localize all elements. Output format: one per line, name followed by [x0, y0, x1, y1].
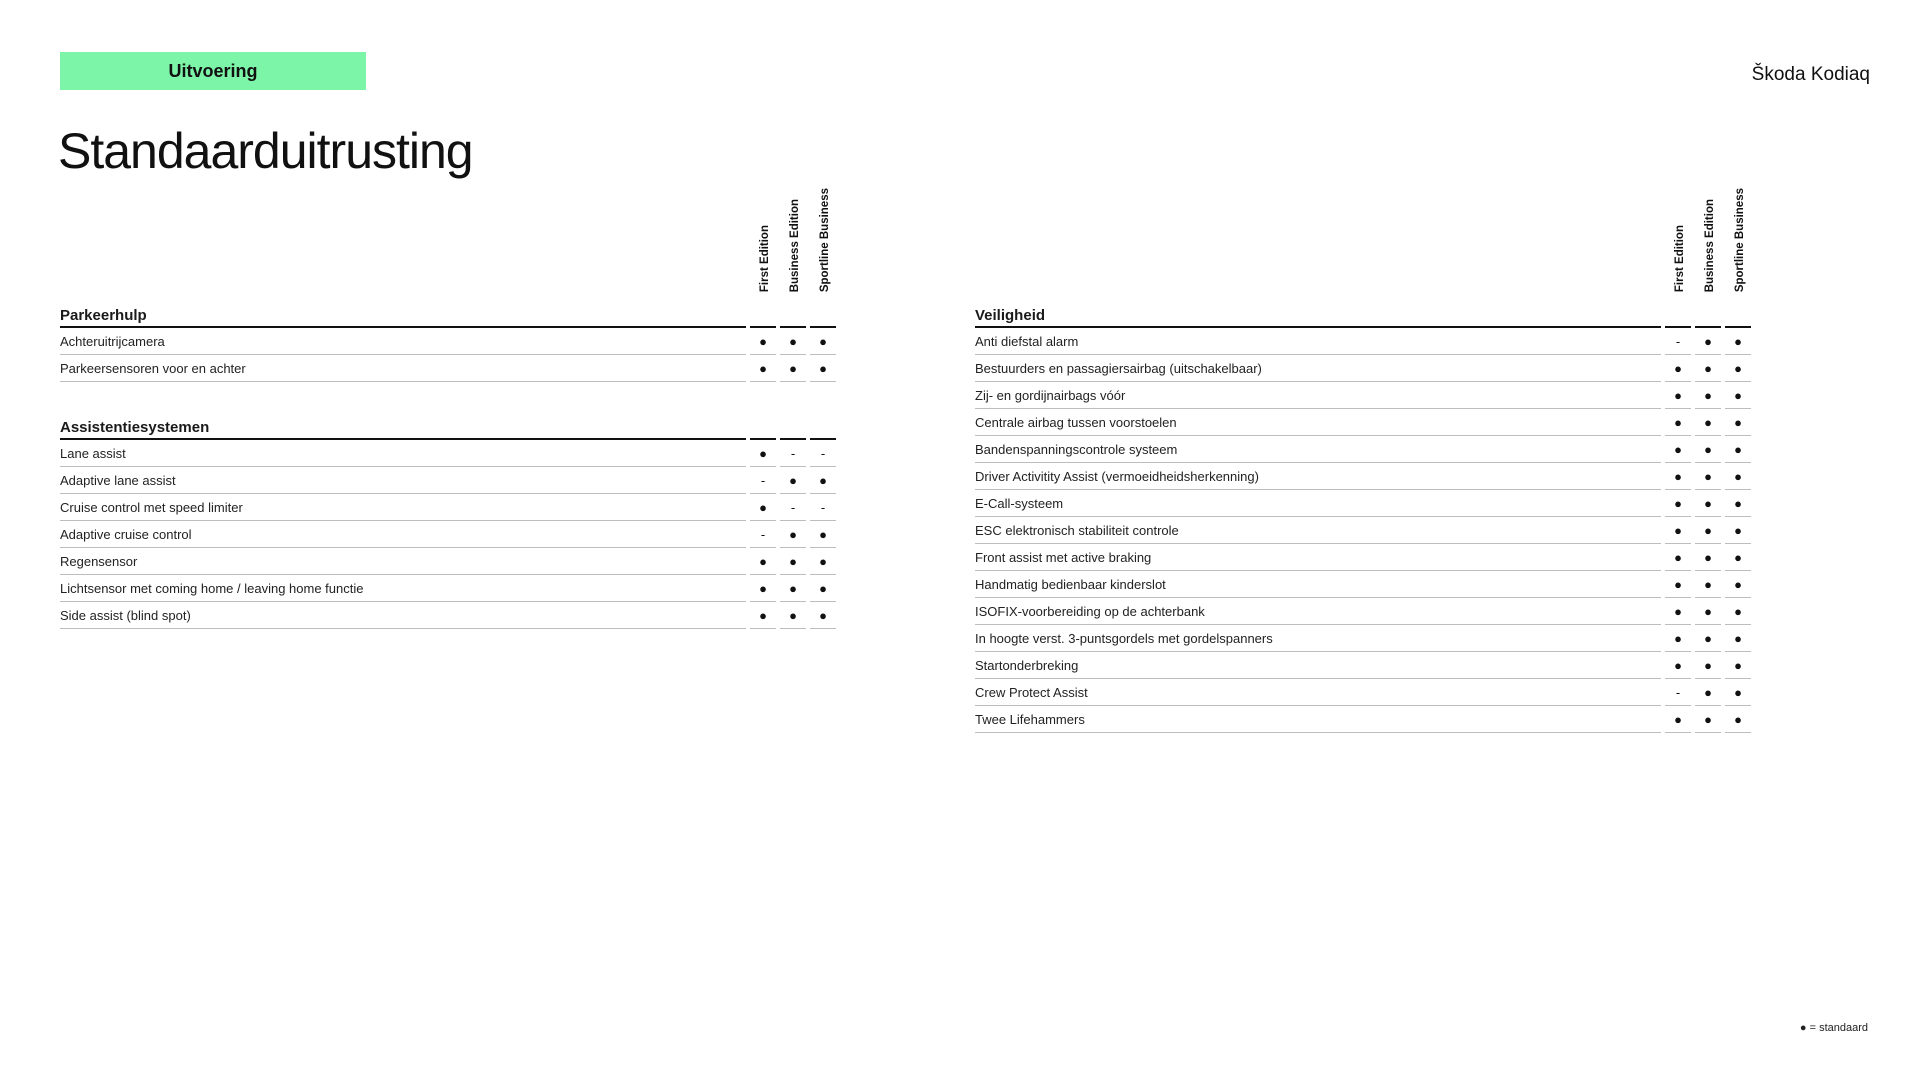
- availability-cell: ●: [1665, 598, 1691, 625]
- availability-cell: ●: [750, 575, 776, 602]
- column-header-label: Business Edition: [789, 198, 801, 292]
- availability-cell: ●: [780, 575, 806, 602]
- legend: ● = standaard: [1799, 1022, 1868, 1034]
- table-row: [975, 544, 1757, 571]
- availability-cell: -: [780, 440, 806, 467]
- table-row: [975, 490, 1757, 517]
- availability-cell: ●: [1725, 571, 1751, 598]
- table-row: [975, 679, 1757, 706]
- availability-cell: -: [750, 521, 776, 548]
- availability-cell: ●: [750, 355, 776, 382]
- feature-label: ISOFIX-voorbereiding op de achterbank: [975, 598, 1661, 625]
- availability-cell: -: [810, 440, 836, 467]
- availability-cell: ●: [1725, 517, 1751, 544]
- table-row: [975, 409, 1757, 436]
- feature-label: Anti diefstal alarm: [975, 328, 1661, 355]
- feature-label: Side assist (blind spot): [60, 602, 746, 629]
- availability-cell: ●: [750, 494, 776, 521]
- availability-cell: ●: [750, 328, 776, 355]
- availability-cell: ●: [1725, 436, 1751, 463]
- availability-cell: ●: [1695, 409, 1721, 436]
- equipment-group: [975, 300, 1757, 733]
- feature-label: Front assist met active braking: [975, 544, 1661, 571]
- feature-label: ESC elektronisch stabiliteit controle: [975, 517, 1661, 544]
- table-row: [975, 598, 1757, 625]
- group-header-rule: [750, 300, 776, 328]
- feature-label: Driver Activitity Assist (vermoeidheidsherkenning): [975, 463, 1661, 490]
- availability-cell: ●: [780, 602, 806, 629]
- availability-cell: ●: [1725, 490, 1751, 517]
- column-header: [750, 182, 780, 292]
- availability-cell: ●: [750, 602, 776, 629]
- group-header-rule: [1725, 300, 1751, 328]
- availability-cell: ●: [1725, 598, 1751, 625]
- availability-cell: ●: [1665, 355, 1691, 382]
- feature-label: Parkeersensoren voor en achter: [60, 355, 746, 382]
- availability-cell: ●: [780, 548, 806, 575]
- table-row: [60, 328, 842, 355]
- column-header: [810, 182, 840, 292]
- availability-cell: ●: [1725, 409, 1751, 436]
- availability-cell: ●: [1695, 355, 1721, 382]
- availability-cell: ●: [810, 328, 836, 355]
- column-header: [1695, 182, 1725, 292]
- equipment-group: [60, 300, 842, 382]
- feature-label: Bandenspanningscontrole systeem: [975, 436, 1661, 463]
- table-row: [975, 463, 1757, 490]
- availability-cell: ●: [1665, 544, 1691, 571]
- table-row: [975, 355, 1757, 382]
- availability-cell: ●: [1665, 436, 1691, 463]
- availability-cell: ●: [1665, 463, 1691, 490]
- group-title: Assistentiesystemen: [60, 412, 746, 440]
- availability-cell: ●: [1695, 652, 1721, 679]
- table-row: [975, 382, 1757, 409]
- availability-cell: ●: [1665, 625, 1691, 652]
- availability-cell: ●: [780, 355, 806, 382]
- feature-label: Crew Protect Assist: [975, 679, 1661, 706]
- availability-cell: ●: [1725, 652, 1751, 679]
- availability-cell: ●: [810, 355, 836, 382]
- section-tag: Uitvoering: [60, 52, 366, 90]
- availability-cell: ●: [1725, 382, 1751, 409]
- availability-cell: ●: [780, 467, 806, 494]
- feature-label: Handmatig bedienbaar kinderslot: [975, 571, 1661, 598]
- table-row: [60, 521, 842, 548]
- column-headers: [975, 187, 1757, 300]
- availability-cell: ●: [1665, 409, 1691, 436]
- availability-cell: ●: [780, 521, 806, 548]
- group-title: Veiligheid: [975, 300, 1661, 328]
- feature-label: Twee Lifehammers: [975, 706, 1661, 733]
- brand-name: Škoda Kodiaq: [1751, 64, 1870, 85]
- table-row: [975, 652, 1757, 679]
- group-title: Parkeerhulp: [60, 300, 746, 328]
- availability-cell: -: [780, 494, 806, 521]
- availability-cell: ●: [810, 467, 836, 494]
- feature-label: Adaptive lane assist: [60, 467, 746, 494]
- feature-label: Adaptive cruise control: [60, 521, 746, 548]
- group-header-rule: [780, 300, 806, 328]
- column-header-label: Business Edition: [1704, 198, 1716, 292]
- table-row: [60, 440, 842, 467]
- table-row: [60, 494, 842, 521]
- feature-label: Bestuurders en passagiersairbag (uitschakelbaar): [975, 355, 1661, 382]
- column-header-label: First Edition: [1674, 224, 1686, 292]
- availability-cell: ●: [1695, 463, 1721, 490]
- feature-label: Startonderbreking: [975, 652, 1661, 679]
- group-header-rule: [810, 300, 836, 328]
- table-row: [60, 355, 842, 382]
- column-header-label: Sportline Business: [1734, 187, 1746, 292]
- group-header: [60, 300, 842, 328]
- column-header-label: First Edition: [759, 224, 771, 292]
- column-header-label: Sportline Business: [819, 187, 831, 292]
- group-header-rule: [780, 412, 806, 440]
- feature-label: Achteruitrijcamera: [60, 328, 746, 355]
- availability-cell: ●: [1695, 706, 1721, 733]
- availability-cell: ●: [1665, 571, 1691, 598]
- group-header-rule: [750, 412, 776, 440]
- availability-cell: ●: [1665, 382, 1691, 409]
- availability-cell: ●: [1665, 706, 1691, 733]
- table-row: [975, 328, 1757, 355]
- availability-cell: ●: [750, 440, 776, 467]
- feature-label: Zij- en gordijnairbags vóór: [975, 382, 1661, 409]
- availability-cell: ●: [1725, 355, 1751, 382]
- availability-cell: ●: [1695, 598, 1721, 625]
- availability-cell: -: [750, 467, 776, 494]
- availability-cell: -: [1665, 679, 1691, 706]
- equipment-group: [60, 412, 842, 629]
- availability-cell: ●: [1695, 571, 1721, 598]
- column-header: [1725, 182, 1755, 292]
- table-row: [60, 548, 842, 575]
- feature-label: Centrale airbag tussen voorstoelen: [975, 409, 1661, 436]
- table-row: [975, 571, 1757, 598]
- left-equipment-table: [60, 187, 842, 659]
- availability-cell: -: [1665, 328, 1691, 355]
- group-header-rule: [1665, 300, 1691, 328]
- availability-cell: ●: [750, 548, 776, 575]
- availability-cell: ●: [810, 521, 836, 548]
- availability-cell: ●: [810, 548, 836, 575]
- availability-cell: ●: [1725, 679, 1751, 706]
- availability-cell: -: [810, 494, 836, 521]
- table-row: [60, 467, 842, 494]
- availability-cell: ●: [810, 602, 836, 629]
- column-headers: [60, 187, 842, 300]
- availability-cell: ●: [1725, 544, 1751, 571]
- table-row: [975, 706, 1757, 733]
- feature-label: Regensensor: [60, 548, 746, 575]
- table-row: [975, 436, 1757, 463]
- availability-cell: ●: [1695, 544, 1721, 571]
- group-header: [60, 412, 842, 440]
- feature-label: Lane assist: [60, 440, 746, 467]
- feature-label: Cruise control met speed limiter: [60, 494, 746, 521]
- availability-cell: ●: [1725, 328, 1751, 355]
- table-row: [60, 575, 842, 602]
- availability-cell: ●: [1665, 490, 1691, 517]
- availability-cell: ●: [1695, 382, 1721, 409]
- right-equipment-table: [975, 187, 1757, 763]
- table-row: [975, 625, 1757, 652]
- feature-label: E-Call-systeem: [975, 490, 1661, 517]
- feature-label: Lichtsensor met coming home / leaving home functie: [60, 575, 746, 602]
- availability-cell: ●: [1725, 625, 1751, 652]
- group-header-rule: [810, 412, 836, 440]
- feature-label: In hoogte verst. 3-puntsgordels met gordelspanners: [975, 625, 1661, 652]
- availability-cell: ●: [1695, 328, 1721, 355]
- column-header: [1665, 182, 1695, 292]
- availability-cell: ●: [1725, 463, 1751, 490]
- availability-cell: ●: [1695, 625, 1721, 652]
- column-header: [780, 182, 810, 292]
- group-header-rule: [1695, 300, 1721, 328]
- availability-cell: ●: [810, 575, 836, 602]
- availability-cell: ●: [1695, 490, 1721, 517]
- table-row: [975, 517, 1757, 544]
- availability-cell: ●: [1665, 517, 1691, 544]
- availability-cell: ●: [1695, 679, 1721, 706]
- availability-cell: ●: [1695, 517, 1721, 544]
- availability-cell: ●: [1665, 652, 1691, 679]
- page-title: Standaarduitrusting: [58, 123, 473, 179]
- availability-cell: ●: [780, 328, 806, 355]
- availability-cell: ●: [1725, 706, 1751, 733]
- availability-cell: ●: [1695, 436, 1721, 463]
- group-header: [975, 300, 1757, 328]
- table-row: [60, 602, 842, 629]
